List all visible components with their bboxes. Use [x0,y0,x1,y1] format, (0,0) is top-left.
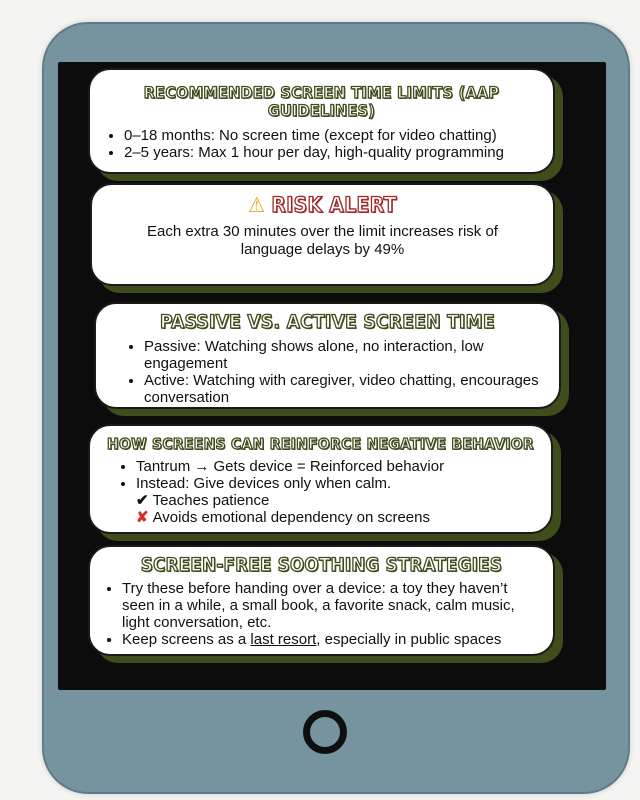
list-item: • Active: Watching with caregiver, video chatting, encourages conversation [144,372,545,406]
list-item: • Tantrum → Gets device = Reinforced behavior [136,458,543,475]
risk-card [90,183,555,286]
card-body [90,183,555,286]
list-item: • 2–5 years: Max 1 hour per day, high-quality programming [124,144,539,161]
soothing-list [104,580,539,648]
reinforce-title: HOW SCREENS CAN REINFORCE NEGATIVE BEHAVIOR [107,435,534,453]
cross-text: Avoids emotional dependency on screens [152,508,430,526]
home-button[interactable] [303,710,347,754]
list-item: • Passive: Watching shows alone, no interaction, low engagement [144,338,545,372]
warning-icon: ⚠ [248,193,266,217]
card-body [88,68,555,174]
cross-icon: ✘ [136,508,149,526]
soothing-card [88,545,555,656]
passive-list [110,338,545,406]
limits-card [88,68,555,174]
limits-list [104,127,539,161]
risk-title-row [106,193,539,217]
card-body [94,302,561,409]
item-text: Keep screens as a [122,631,251,649]
soothing-title: SCREEN-FREE SOOTHING STRATEGIES [140,555,503,576]
list-item: • Instead: Give devices only when calm. [136,475,543,492]
list-item: • 0–18 months: No screen time (except for video chatting) [124,127,539,144]
list-item: • Try these before handing over a device: a toy they haven’t seen in a while, a small book, a favorite snack, calm music, light conversation, etc. [122,580,539,631]
limits-title: RECOMMENDED SCREEN TIME LIMITS (AAP GUIDELINES) [143,83,500,121]
check-item [136,492,543,509]
passive-title: PASSIVE VS. ACTIVE SCREEN TIME [160,311,495,333]
last-resort-text: last resort [250,631,317,649]
list-item [122,631,539,648]
reinforce-card [88,424,553,534]
reinforce-sublist [98,492,543,526]
passive-card [94,302,561,409]
risk-text: Each extra 30 minutes over the limit increases risk of language delays by 49% [147,223,498,259]
reinforce-list [98,458,543,492]
card-body [88,545,555,656]
cross-item [136,509,543,526]
risk-title: RISK ALERT [271,193,397,217]
check-text: Teaches patience [152,491,270,509]
card-body [88,424,553,534]
item-text: , especially in public spaces [316,631,502,649]
check-icon: ✔ [136,491,149,509]
